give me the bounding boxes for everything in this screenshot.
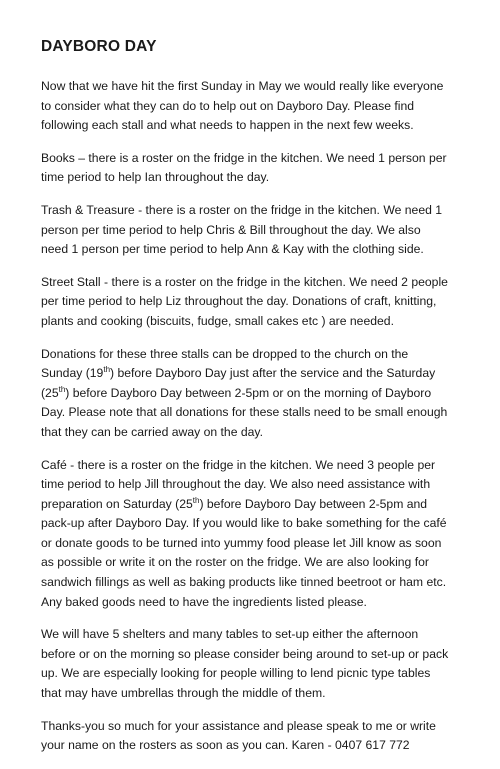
text-run: ) before Dayboro Day between 2-5pm or on the morning of Dayboro bbox=[65, 385, 432, 400]
text-run: Sunday (19 bbox=[41, 366, 104, 381]
text-line: Café - there is a roster on the fridge in the kitchen. We need 3 people per bbox=[41, 457, 436, 472]
text-line: Street Stall - there is a roster on the fridge in the kitchen. We need 2 people bbox=[41, 274, 448, 289]
books-paragraph bbox=[41, 149, 491, 188]
text-line: pack-up after Dayboro Day. If you would like to bake something for the café bbox=[41, 516, 447, 531]
text-line bbox=[41, 364, 491, 384]
intro-paragraph bbox=[41, 77, 491, 136]
cafe-paragraph bbox=[41, 456, 491, 613]
text-line: per time period to help Liz throughout the day. Donations of craft, knitting, bbox=[41, 294, 437, 309]
text-line: Donations for these three stalls can be dropped to the church on the bbox=[41, 346, 409, 361]
text-line: that may have umbrellas through the middle of them. bbox=[41, 686, 326, 701]
text-line: Any baked goods need to have the ingredients listed please. bbox=[41, 594, 367, 609]
text-line bbox=[41, 495, 491, 515]
text-line: Thanks-you so much for your assistance and please speak to me or write bbox=[41, 718, 436, 733]
document-page bbox=[41, 38, 491, 769]
closing-paragraph bbox=[41, 717, 491, 756]
text-line: or donate goods to be turned into yummy food please let Jill know as soon bbox=[41, 535, 442, 550]
text-line: following each stall and what needs to happen in the next few weeks. bbox=[41, 118, 414, 133]
text-line: time period to help Ian throughout the day. bbox=[41, 170, 270, 185]
text-line: before or on the morning so please consider being around to set-up or pack bbox=[41, 646, 449, 661]
text-line: Books – there is a roster on the fridge in the kitchen. We need 1 person per bbox=[41, 150, 447, 165]
text-line: as possible or write it on the roster on the fridge. We are also looking for bbox=[41, 555, 429, 570]
trash-treasure-paragraph bbox=[41, 201, 491, 260]
text-line: to consider what they can do to help out on Dayboro Day. Please find bbox=[41, 98, 415, 113]
text-line: Trash & Treasure - there is a roster on the fridge in the kitchen. We need 1 bbox=[41, 202, 443, 217]
text-line: up. We are especially looking for people willing to lend picnic type tables bbox=[41, 666, 431, 681]
text-run: ) before Dayboro Day just after the service and the Saturday bbox=[110, 366, 436, 381]
text-line bbox=[41, 384, 491, 404]
text-run: ) before Dayboro Day between 2-5pm and bbox=[199, 496, 428, 511]
text-line: Now that we have hit the first Sunday in May we would really like everyone bbox=[41, 79, 444, 93]
text-line: need 1 person per time period to help Ann & Kay with the clothing side. bbox=[41, 242, 424, 257]
donations-paragraph bbox=[41, 345, 491, 443]
ordinal-suffix: th bbox=[192, 495, 200, 505]
text-line: your name on the rosters as soon as you can. Karen - 0407 617 772 bbox=[41, 738, 410, 753]
text-line: person per time period to help Chris & Bill throughout the day. We also bbox=[41, 222, 421, 237]
text-line: time period to help Jill throughout the day. We also need assistance with bbox=[41, 477, 431, 492]
text-line: plants and cooking (biscuits, fudge, small cakes etc ) are needed. bbox=[41, 313, 394, 328]
text-run: preparation on Saturday (25 bbox=[41, 496, 193, 511]
text-line: sandwich fillings as well as baking products like tinned beetroot or ham etc. bbox=[41, 575, 447, 590]
document-title: DAYBORO DAY bbox=[41, 38, 157, 55]
text-run: (25 bbox=[41, 385, 59, 400]
shelters-paragraph bbox=[41, 625, 491, 703]
ordinal-suffix: th bbox=[103, 365, 111, 375]
text-line: that they can be carried away on the day. bbox=[41, 424, 263, 439]
ordinal-suffix: th bbox=[58, 384, 66, 394]
text-line: Day. Please note that all donations for these stalls need to be small enough bbox=[41, 405, 448, 420]
street-stall-paragraph bbox=[41, 273, 491, 332]
text-line: We will have 5 shelters and many tables to set-up either the afternoon bbox=[41, 627, 419, 642]
